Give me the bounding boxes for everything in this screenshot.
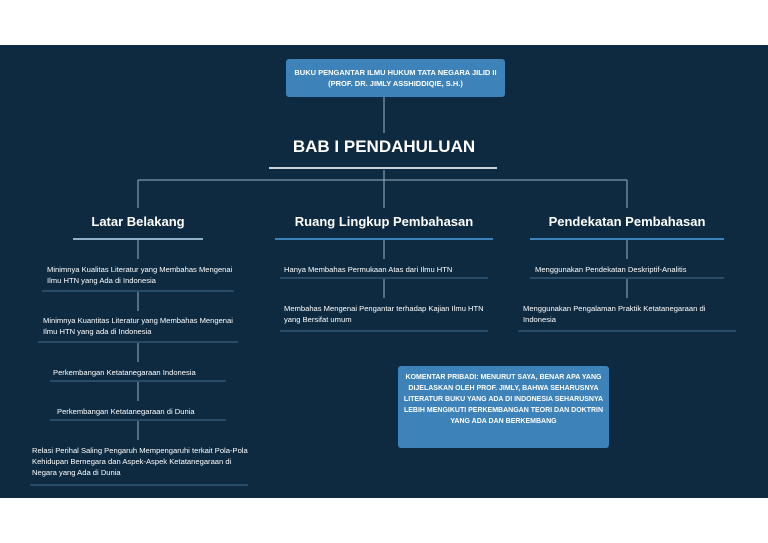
leaf-item: Menggunakan Pengalaman Praktik Ketatanegaraan di Indonesia xyxy=(523,304,706,324)
personal-comment-text: KOMENTAR PRIBADI: MENURUT SAYA, BENAR APA YANG DIJELASKAN OLEH PROF. JIMLY, BAHWA SEHARUSNYA LITERATUR BUKU YANG ADA DI INDONESIA SEHARUSNYA LEBIH MENGIKUTI PERKEMBANGAN TEORI DAN DOKTRIN YANG ADA DAN BERKEMBANG xyxy=(403,374,604,425)
branch-heading-pendekatan: Pendekatan Pembahasan xyxy=(548,214,706,229)
leaf-item: Hanya Membahas Permukaan Atas dari Ilmu HTN xyxy=(284,265,453,274)
leaf-item: Perkembangan Ketatanegaraan di Dunia xyxy=(57,407,195,416)
leaf-item: Minimnya Kualitas Literatur yang Membahas Mengenai Ilmu HTN yang Ada di Indonesia xyxy=(47,265,233,285)
branch-underline xyxy=(275,238,493,240)
chapter-title: BAB I PENDAHULUAN xyxy=(292,137,476,156)
book-title-text: BUKU PENGANTAR ILMU HUKUM TATA NEGARA JILID II (PROF. DR. JIMLY ASSHIDDIQIE, S.H.) xyxy=(294,68,497,88)
book-title-box xyxy=(286,59,505,97)
branch-heading-latar-belakang: Latar Belakang xyxy=(91,214,185,229)
personal-comment-box xyxy=(398,366,609,448)
leaf-item: Membahas Mengenai Pengantar terhadap Kajian Ilmu HTN yang Bersifat umum xyxy=(284,304,484,324)
branch-underline xyxy=(530,238,724,240)
chapter-title-underline xyxy=(269,167,497,169)
branch-heading-ruang-lingkup: Ruang Lingkup Pembahasan xyxy=(294,214,474,229)
mindmap-canvas xyxy=(0,45,768,498)
branch-underline xyxy=(73,238,203,240)
leaf-item: Menggunakan Pendekatan Deskriptif-Analitis xyxy=(535,265,687,274)
leaf-item: Minimnya Kuantitas Literatur yang Membahas Mengenai Ilmu HTN yang ada di Indonesia xyxy=(43,316,233,336)
leaf-item: Perkembangan Ketatanegaraan Indonesia xyxy=(53,368,196,377)
leaf-item: Relasi Perihal Saling Pengaruh Mempengaruhi terkait Pola-Pola Kehidupan Bernegara dan Aspek-Aspek Ketatanegaraan di Negara yang Ada di Dunia xyxy=(32,446,248,477)
